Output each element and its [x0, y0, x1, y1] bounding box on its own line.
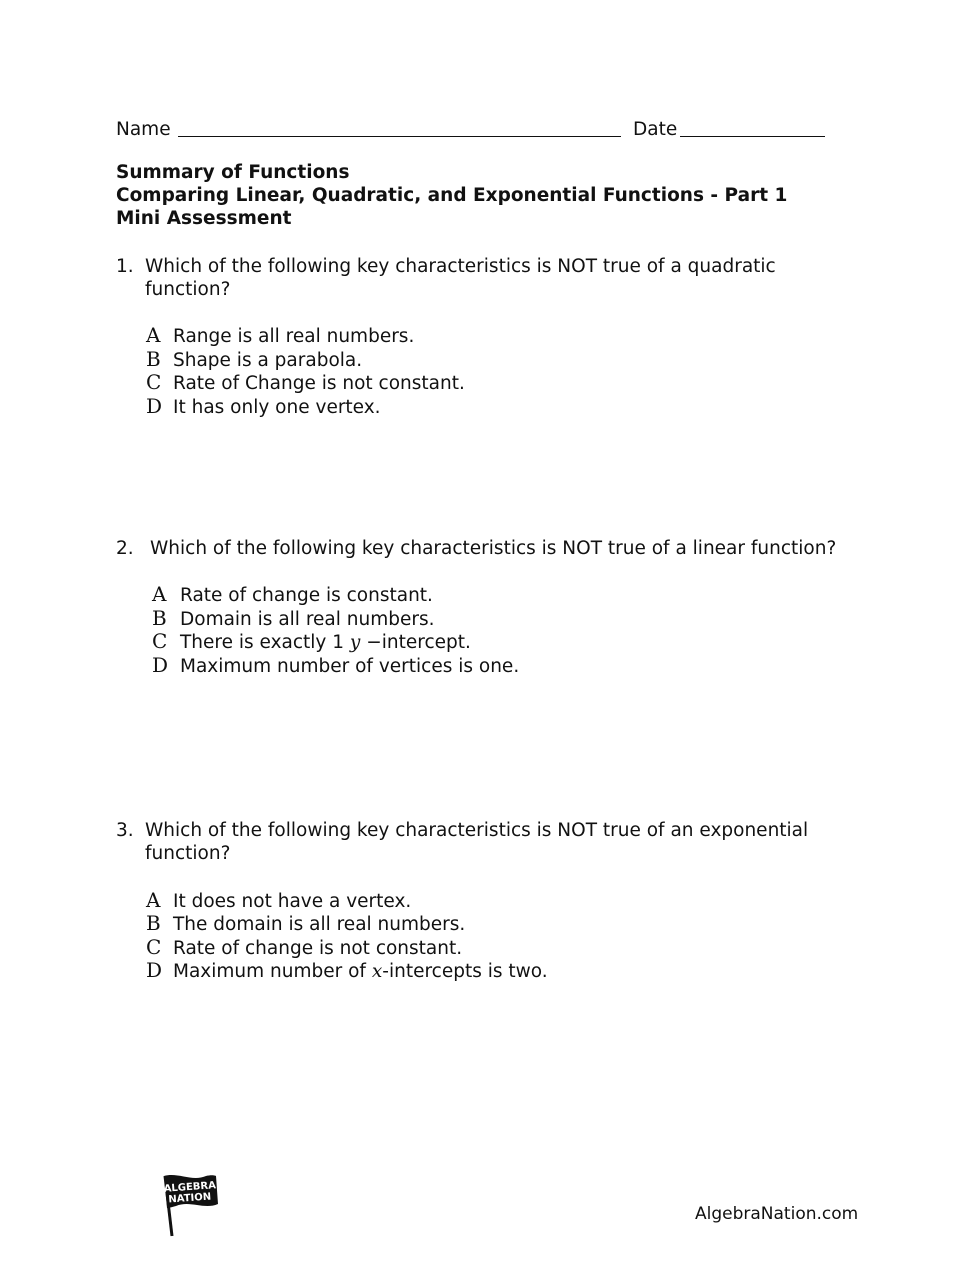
- choice-text: Domain is all real numbers.: [180, 609, 435, 630]
- question-text: Which of the following key characteristics is NOT true of a linear function?: [150, 538, 837, 559]
- choice-text: Range is all real numbers.: [173, 326, 415, 347]
- choice-text: Maximum number of vertices is one.: [180, 656, 520, 677]
- algebra-nation-logo: [158, 1170, 222, 1240]
- choice-text-after: -intercepts is two.: [382, 961, 548, 982]
- question-number: 1.: [116, 256, 134, 277]
- choice-letter: C: [152, 629, 168, 653]
- math-variable-x: x: [371, 961, 383, 982]
- choice-text: Rate of change is constant.: [180, 585, 433, 606]
- choice-letter: C: [146, 935, 162, 959]
- math-variable-y: y: [349, 632, 361, 653]
- choice-text-before: Maximum number of: [173, 961, 372, 982]
- choice-letter: B: [146, 347, 161, 371]
- title-comparing: Comparing Linear, Quadratic, and Exponential Functions - Part 1: [116, 185, 788, 206]
- choice-text: [180, 631, 471, 654]
- choice-letter: A: [146, 323, 161, 347]
- choice-text: The domain is all real numbers.: [173, 914, 466, 935]
- choice-text: [173, 960, 548, 983]
- flag-icon: [158, 1170, 222, 1240]
- choice-text: Shape is a parabola.: [173, 350, 363, 371]
- logo-text-line2: NATION: [168, 1191, 212, 1206]
- choice-text: It has only one vertex.: [173, 397, 381, 418]
- choice-letter: D: [146, 394, 163, 418]
- choice-letter: A: [146, 888, 161, 912]
- question-number: 2.: [116, 538, 134, 559]
- choice-text-before: There is exactly 1: [180, 632, 350, 653]
- title-summary: Summary of Functions: [116, 162, 350, 183]
- name-field[interactable]: [178, 118, 621, 137]
- choice-text-after: −intercept.: [360, 632, 471, 653]
- question-text-cont: function?: [145, 843, 231, 864]
- name-label: Name: [116, 119, 171, 140]
- logo-text-line1: ALGEBRA: [163, 1180, 217, 1195]
- choice-text: Rate of change is not constant.: [173, 938, 463, 959]
- choice-text: Rate of Change is not constant.: [173, 373, 465, 394]
- choice-letter: A: [152, 582, 167, 606]
- choice-letter: B: [146, 911, 161, 935]
- title-mini-assessment: Mini Assessment: [116, 208, 292, 229]
- date-field[interactable]: [680, 118, 825, 137]
- website-link[interactable]: AlgebraNation.com: [695, 1204, 859, 1224]
- question-text-cont: function?: [145, 279, 231, 300]
- question-text: Which of the following key characteristics is NOT true of an exponential: [145, 820, 809, 841]
- question-number: 3.: [116, 820, 134, 841]
- choice-text: It does not have a vertex.: [173, 891, 412, 912]
- date-label: Date: [633, 119, 678, 140]
- choice-letter: B: [152, 606, 167, 630]
- choice-letter: D: [152, 653, 169, 677]
- choice-letter: D: [146, 958, 163, 982]
- question-text: Which of the following key characteristics is NOT true of a quadratic: [145, 256, 776, 277]
- choice-letter: C: [146, 370, 162, 394]
